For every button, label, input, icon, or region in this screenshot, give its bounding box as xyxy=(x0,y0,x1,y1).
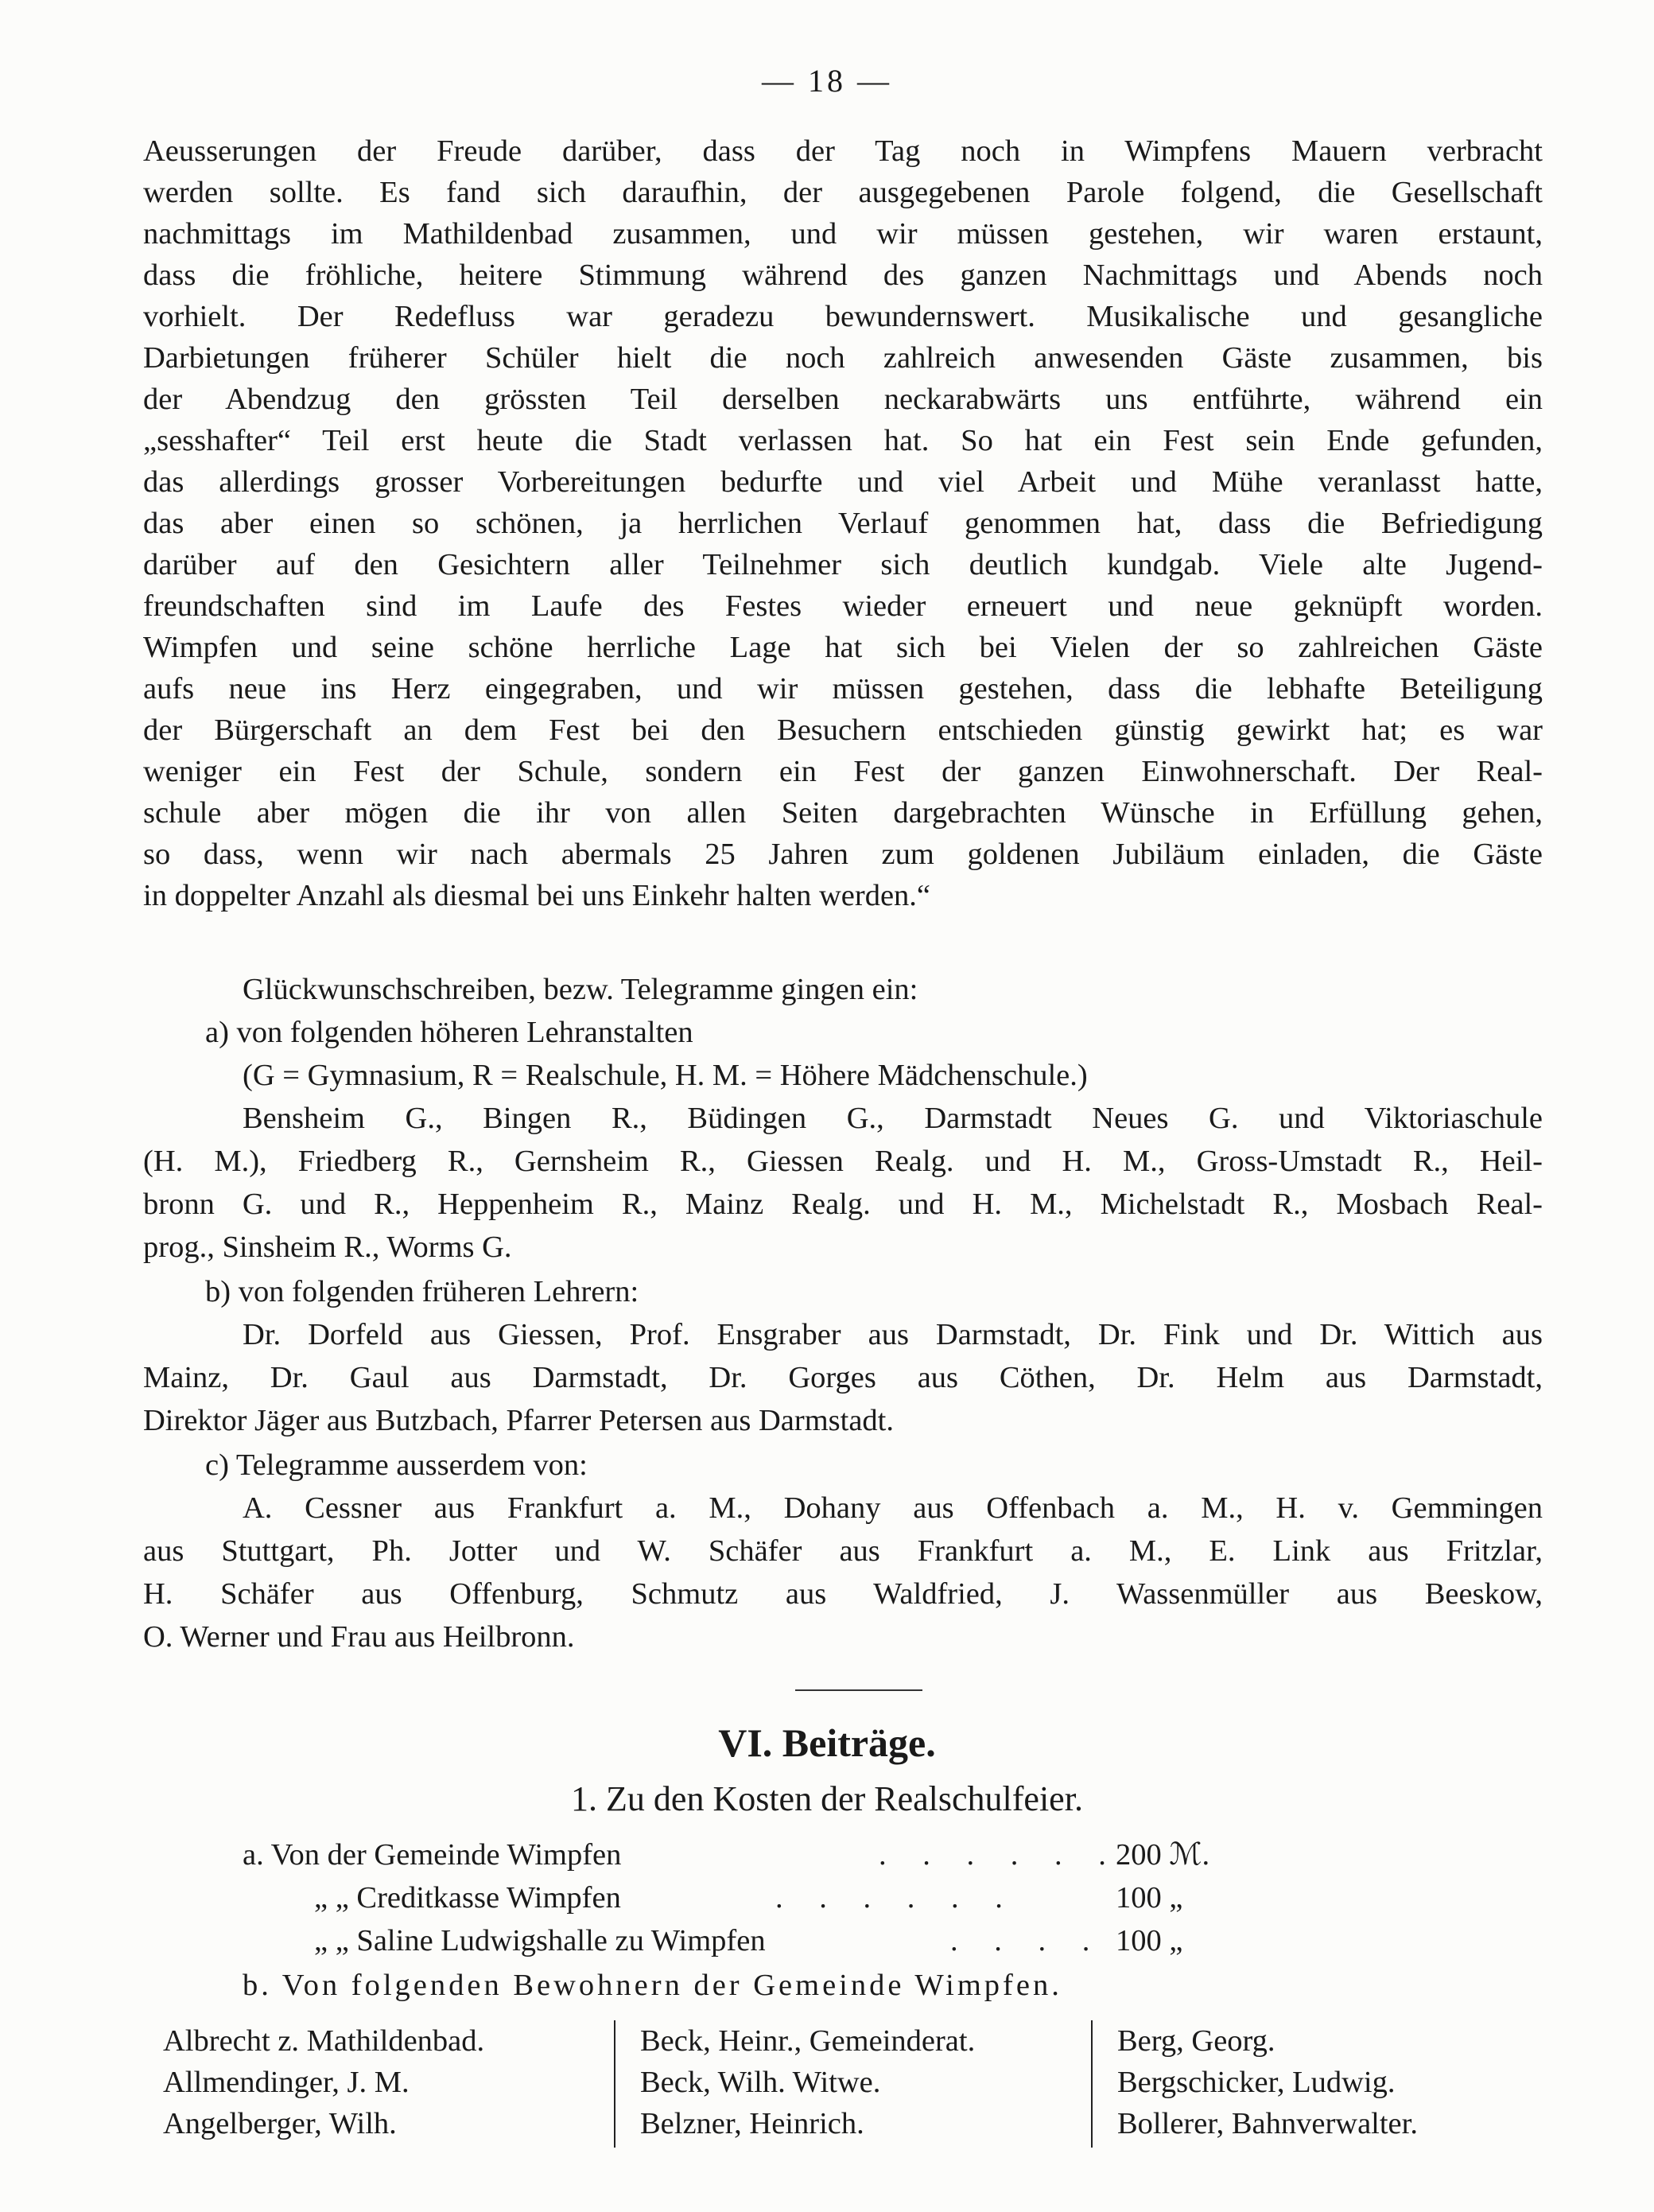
residents-column xyxy=(640,2020,975,2148)
greetings-c-heading: c) Telegramme ausserdem von: xyxy=(205,1448,588,1482)
paragraph-line: darüber auf den Gesichtern aller Teilnehmer sich deutlich kundgab. Viele alte Jugend- xyxy=(143,548,1543,581)
residents-heading: b. Von folgenden Bewohnern der Gemeinde Wimpfen. xyxy=(243,1969,1062,2002)
resident-name: Allmendinger, J. M. xyxy=(163,2066,410,2099)
residents-column xyxy=(163,2020,484,2148)
greetings-a-heading: a) von folgenden höheren Lehranstalten xyxy=(205,1016,693,1049)
contribution-name: „ „ Creditkasse Wimpfen xyxy=(314,1881,621,1915)
greetings-a-line: bronn G. und R., Heppenheim R., Mainz Realg. und H. M., Michelstadt R., Mosbach Real- xyxy=(143,1188,1543,1221)
column-divider xyxy=(1091,2020,1093,2148)
paragraph-line: weniger ein Fest der Schule, sondern ein Fest der ganzen Einwohnerschaft. Der Real- xyxy=(143,755,1543,788)
paragraph-line: aufs neue ins Herz eingegraben, und wir müssen gestehen, dass die lebhafte Beteiligung xyxy=(143,672,1543,706)
contribution-amount: 200 ℳ. xyxy=(1116,1838,1210,1872)
greetings-heading: Glückwunschschreiben, bezw. Telegramme gingen ein: xyxy=(243,973,918,1006)
greetings-a-line: prog., Sinsheim R., Worms G. xyxy=(143,1230,512,1264)
paragraph-line: Aeusserungen der Freude darüber, dass der Tag noch in Wimpfens Mauern verbracht xyxy=(143,134,1543,168)
greetings-a-line: (H. M.), Friedberg R., Gernsheim R., Giessen Realg. und H. M., Gross-Umstadt R., Heil- xyxy=(143,1145,1543,1178)
paragraph-line: schule aber mögen die ihr von allen Seiten dargebrachten Wünsche in Erfüllung gehen, xyxy=(143,796,1543,830)
resident-name: Bergschicker, Ludwig. xyxy=(1117,2066,1396,2099)
contribution-amount: 100 „ xyxy=(1116,1881,1183,1915)
paragraph-line: das aber einen so schönen, ja herrlichen Verlauf genommen hat, dass die Befriedigung xyxy=(143,507,1543,540)
resident-name: Albrecht z. Mathildenbad. xyxy=(163,2024,485,2058)
paragraph-line: freundschaften sind im Laufe des Festes wieder erneuert und neue geknüpft worden. xyxy=(143,589,1543,623)
contribution-name: „ „ Saline Ludwigshalle zu Wimpfen xyxy=(314,1924,766,1957)
greetings-b-line: Dr. Dorfeld aus Giessen, Prof. Ensgraber aus Darmstadt, Dr. Fink und Dr. Wittich aus xyxy=(243,1318,1543,1351)
resident-name: Beck, Wilh. Witwe. xyxy=(640,2066,881,2099)
greetings-a-line: Bensheim G., Bingen R., Büdingen G., Darmstadt Neues G. und Viktoriaschule xyxy=(243,1102,1543,1135)
contribution-dots: . . . . . . xyxy=(879,1838,1120,1872)
paragraph-line: vorhielt. Der Redefluss war geradezu bewundernswert. Musikalische und gesangliche xyxy=(143,300,1543,333)
paragraph-line: in doppelter Anzahl als diesmal bei uns Einkehr halten werden.“ xyxy=(143,879,931,912)
resident-name: Bollerer, Bahnverwalter. xyxy=(1117,2107,1418,2140)
greetings-b-line: Direktor Jäger aus Butzbach, Pfarrer Petersen aus Darmstadt. xyxy=(143,1404,894,1437)
section-subtitle: 1. Zu den Kosten der Realschulfeier. xyxy=(571,1779,1083,1818)
paragraph-line: Darbietungen früherer Schüler hielt die noch zahlreich anwesenden Gäste zusammen, bis xyxy=(143,341,1543,375)
greetings-a-legend: (G = Gymnasium, R = Realschule, H. M. = Höhere Mädchenschule.) xyxy=(243,1059,1088,1092)
greetings-b-line: Mainz, Dr. Gaul aus Darmstadt, Dr. Gorges aus Cöthen, Dr. Helm aus Darmstadt, xyxy=(143,1361,1543,1394)
resident-name: Berg, Georg. xyxy=(1117,2024,1275,2058)
section-title: VI. Beiträge. xyxy=(718,1720,936,1765)
greetings-c-line: A. Cessner aus Frankfurt a. M., Dohany aus Offenbach a. M., H. v. Gemmingen xyxy=(243,1491,1543,1525)
section-divider xyxy=(795,1689,922,1691)
contribution-dots: . . . . xyxy=(950,1924,1105,1957)
contribution-amount: 100 „ xyxy=(1116,1924,1183,1957)
resident-name: Angelberger, Wilh. xyxy=(163,2107,397,2140)
page-number: — 18 — xyxy=(762,63,892,99)
greetings-b-heading: b) von folgenden früheren Lehrern: xyxy=(205,1275,639,1308)
paragraph-line: werden sollte. Es fand sich daraufhin, der ausgegebenen Parole folgend, die Gesellschaft xyxy=(143,176,1543,209)
paragraph-line: nachmittags im Mathildenbad zusammen, und wir müssen gestehen, wir waren erstaunt, xyxy=(143,217,1543,251)
paragraph-line: der Abendzug den grössten Teil derselben neckarabwärts uns entführte, während ein xyxy=(143,383,1543,416)
contribution-name: a. Von der Gemeinde Wimpfen xyxy=(243,1838,622,1872)
paragraph-line: Wimpfen und seine schöne herrliche Lage hat sich bei Vielen der so zahlreichen Gäste xyxy=(143,631,1543,664)
greetings-c-line: aus Stuttgart, Ph. Jotter und W. Schäfer aus Frankfurt a. M., E. Link aus Fritzlar, xyxy=(143,1534,1543,1568)
paragraph-line: der Bürgerschaft an dem Fest bei den Besuchern entschieden günstig gewirkt hat; es war xyxy=(143,713,1543,747)
greetings-c-line: O. Werner und Frau aus Heilbronn. xyxy=(143,1620,575,1654)
paragraph-line: das allerdings grosser Vorbereitungen bedurfte und viel Arbeit und Mühe veranlasst hatte, xyxy=(143,465,1543,499)
residents-column xyxy=(1117,2020,1418,2148)
resident-name: Beck, Heinr., Gemeinderat. xyxy=(640,2024,976,2058)
resident-name: Belzner, Heinrich. xyxy=(640,2107,864,2140)
paragraph-line: dass die fröhliche, heitere Stimmung während des ganzen Nachmittags und Abends noch xyxy=(143,259,1543,292)
contribution-dots: . . . . . . xyxy=(775,1881,1017,1915)
greetings-c-line: H. Schäfer aus Offenburg, Schmutz aus Waldfried, J. Wassenmüller aus Beeskow, xyxy=(143,1577,1543,1611)
column-divider xyxy=(614,2020,615,2148)
paragraph-line: so dass, wenn wir nach abermals 25 Jahren zum goldenen Jubiläum einladen, die Gäste xyxy=(143,838,1543,871)
paragraph-line: „sesshafter“ Teil erst heute die Stadt verlassen hat. So hat ein Fest sein Ende gefunden, xyxy=(143,424,1543,457)
